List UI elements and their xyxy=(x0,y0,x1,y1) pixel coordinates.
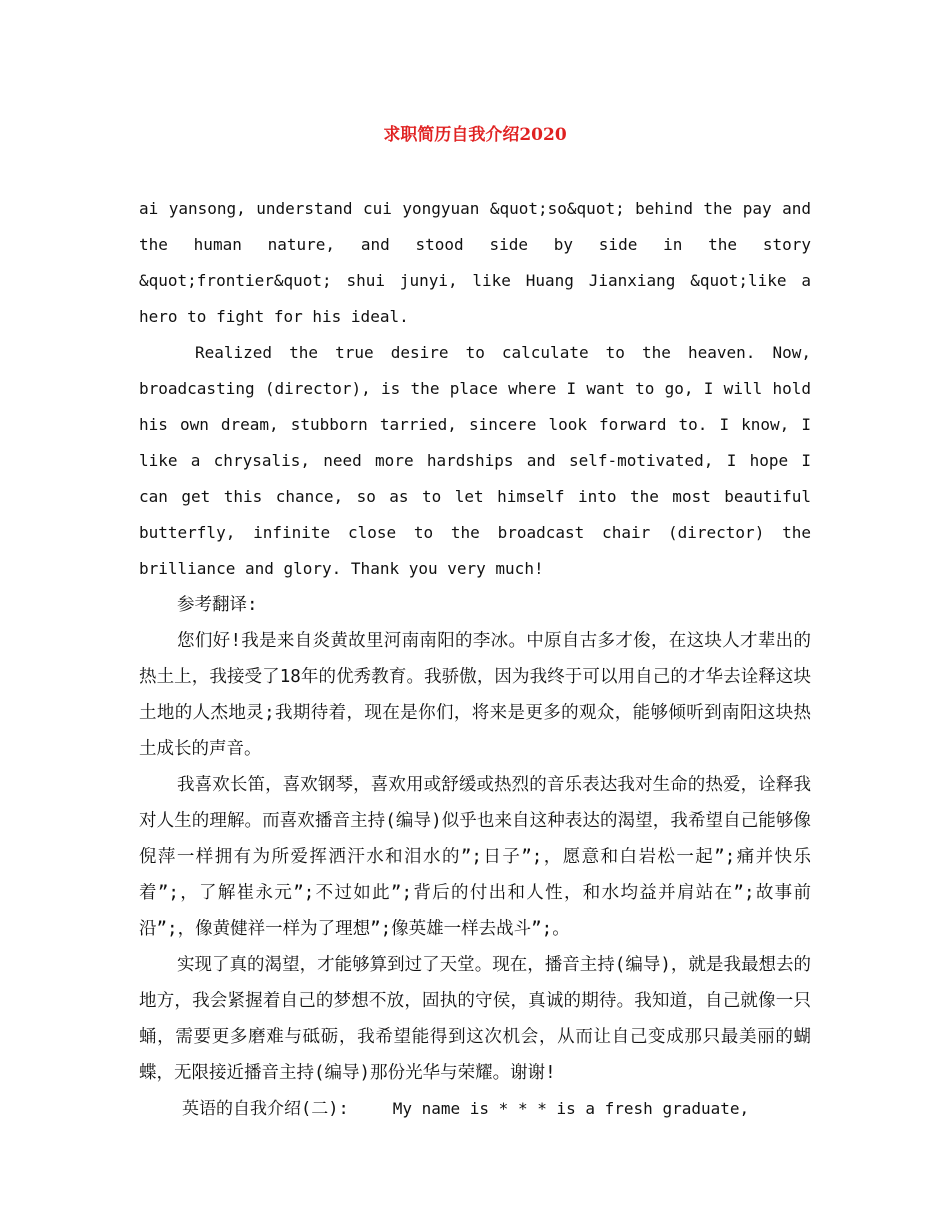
document-title: 求职简历自我介绍2020 xyxy=(383,125,567,145)
document-body xyxy=(139,191,811,1127)
section-two-first-sentence: My name is * * * is a fresh graduate, xyxy=(392,1099,750,1118)
english-paragraph-2: Realized the true desire to calculate to the heaven. Now, broadcasting (director), is the place where I want to go, I will hold his own dream, stubborn tarried, sincere look forward to. I know, I like a chrysalis, need more hardships and self-motivated, I hope I can get this chance, so as to let himself into the most beautiful butterfly, infinite close to the broadcast chair (director) the brilliance and glory. Thank you very much! xyxy=(139,343,811,578)
chinese-paragraph-1: 您们好!我是来自炎黄故里河南南阳的李冰。中原自古多才俊，在这块人才辈出的热土上，我接受了18年的优秀教育。我骄傲，因为我终于可以用自己的才华去诠释这块土地的人杰地灵;我期待着，现在是你们，将来是更多的观众，能够倾听到南阳这块热土成长的声音。 xyxy=(139,631,811,759)
english-paragraph-1: ai yansong, understand cui yongyuan &quot;so&quot; behind the pay and the human nature, and stood side by side in the story &quot;frontier&quot; shui junyi, like Huang Jianxiang &quot;like a hero to fight for his ideal. xyxy=(139,199,811,326)
section-two-heading-line xyxy=(139,1091,811,1127)
chinese-paragraph-3: 实现了真的渴望，才能够算到过了天堂。现在，播音主持(编导)，就是我最想去的地方，我会紧握着自己的梦想不放，固执的守侯，真诚的期待。我知道，自己就像一只蛹，需要更多磨难与砥砺，我希望能得到这次机会，从而让自己变成那只最美丽的蝴蝶，无限接近播音主持(编导)那份光华与荣耀。谢谢! xyxy=(139,955,811,1083)
reference-translation-label: 参考翻译: xyxy=(177,595,258,615)
section-two-heading: 英语的自我介绍(二): xyxy=(182,1099,349,1119)
chinese-paragraph-2: 我喜欢长笛，喜欢钢琴，喜欢用或舒缓或热烈的音乐表达我对生命的热爱，诠释我对人生的理解。而喜欢播音主持(编导)似乎也来自这种表达的渴望，我希望自己能够像倪萍一样拥有为所爱挥洒汗水和泪水的”;日子”;，愿意和白岩松一起”;痛并快乐着”;，了解崔永元”;不过如此”;背后的付出和人性，和水均益并肩站在”;故事前沿”;，像黄健祥一样为了理想”;像英雄一样去战斗”;。 xyxy=(139,775,811,939)
